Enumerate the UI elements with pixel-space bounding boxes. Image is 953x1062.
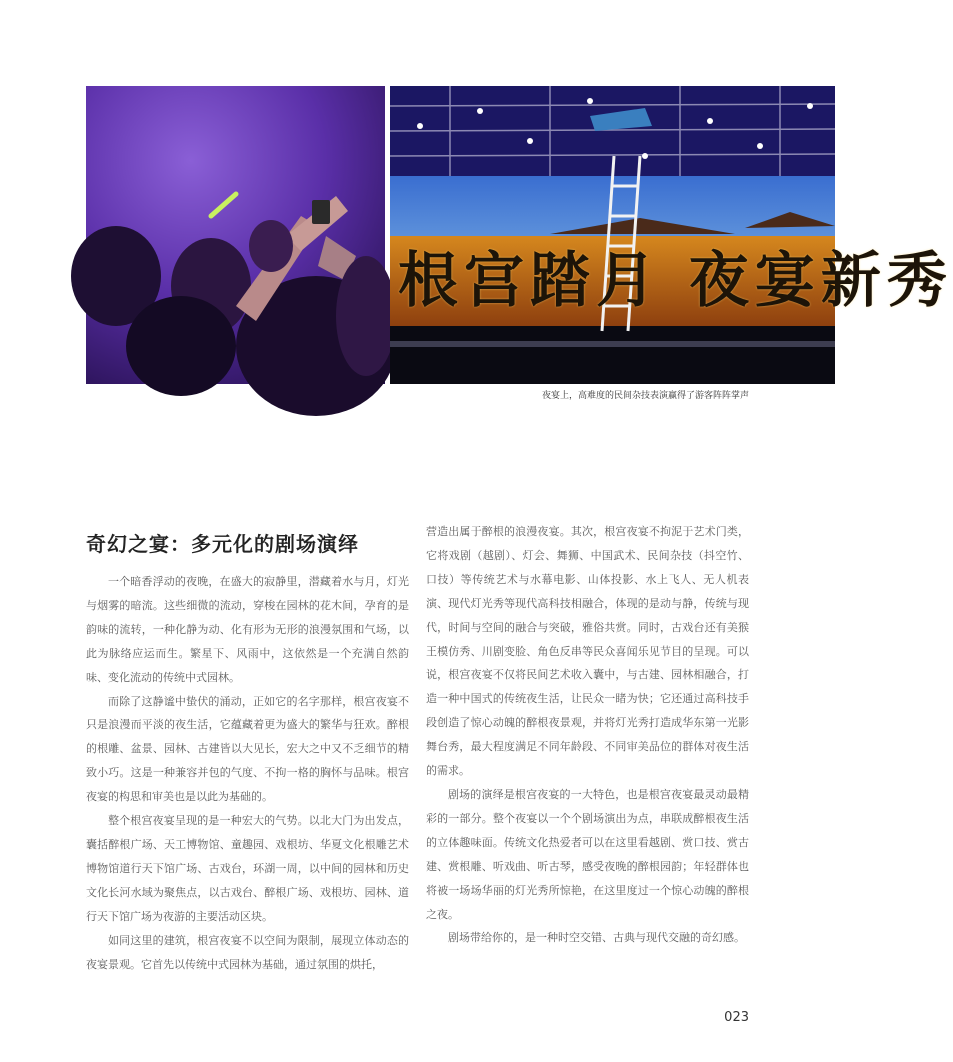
- stage-screen-text: 根宫踏月 夜宴新秀: [398, 246, 953, 316]
- page-number: 023: [724, 1010, 749, 1025]
- stage-acrobatics-photo: [390, 86, 953, 384]
- paragraph: 整个根宫夜宴呈现的是一种宏大的气势。以北大门为出发点，囊括醉根广场、天工博物馆、童趣园、戏根坊、华夏文化根雕艺术博物馆道行天下馆广场、古戏台，环湖一周，以中间的园林和历史文化长河水域为聚焦点，以古戏台、醉根广场、戏根坊、园林、道行天下馆广场为夜游的主要活动区块。: [86, 814, 409, 923]
- paragraph: 而除了这静谧中蛰伏的涌动，正如它的名字那样，根宫夜宴不只是浪漫而平淡的夜生活，它蕴藏着更为盛大的繁华与狂欢。醉根的根雕、盆景、园林、古建皆以大见长，宏大之中又不乏细节的精致小巧。这是一种兼容并包的气度、不拘一格的胸怀与品味。根宫夜宴的构思和审美也是以此为基础的。: [86, 694, 409, 804]
- paragraph: 一个暗香浮动的夜晚，在盛大的寂静里，潜藏着水与月，灯光与烟雾的暗流。这些细微的流动，穿梭在园林的花木间，孕育的是韵味的流转，一种化静为动、化有形为无形的浪漫氛围和气场，以此为脉络应运而生。繁星下、风雨中，这依然是一个充满自然韵味、变化流动的传统中式园林。: [86, 575, 409, 684]
- photo-caption: 夜宴上，高难度的民间杂技表演赢得了游客阵阵掌声: [541, 391, 749, 401]
- paragraph: 剧场的演绎是根宫夜宴的一大特色，也是根宫夜宴最灵动最精彩的一部分。整个夜宴以一个个剧场演出为点，串联成醉根夜生活的立体趣味面。传统文化热爱者可以在这里看越剧、赏口技、赏古建、赏根雕、听戏曲、听古琴，感受夜晚的醉根园韵；年轻群体也将被一场场华丽的灯光秀所惊艳，在这里度过一个惊心动魄的醉根之夜。: [426, 787, 749, 921]
- paragraph: 如同这里的建筑，根宫夜宴不以空间为限制，展现立体动态的夜宴景观。它首先以传统中式园林为基础，通过氛围的烘托，: [86, 933, 409, 971]
- crowd-photo: [86, 86, 385, 384]
- paragraph: 营造出属于醉根的浪漫夜宴。其次，根宫夜宴不拘泥于艺术门类，它将戏剧（越剧）、灯会、舞狮、中国武术、民间杂技（抖空竹、口技）等传统艺术与水幕电影、山体投影、水上飞人、无人机表演、现代灯光秀等现代高科技相融合，体现的是动与静，传统与现代，时间与空间的融合与突破，雅俗共赏。同时，古戏台还有美猴王模仿秀、川剧变脸、角色反串等民众喜闻乐见节目的呈现。可以说，根宫夜宴不仅将民间艺术收入囊中，与古建、园林相融合，打造一种中国式的传统夜生活，让民众一睹为快；它还通过高科技手段创造了惊心动魄的醉根夜景观，并将灯光秀打造成华东第一光影舞台秀，最大程度满足不同年龄段、不同审美品位的群体对夜生活的需求。: [426, 525, 749, 778]
- article-column-left: [86, 520, 409, 976]
- article-column-right: [426, 520, 749, 950]
- paragraph: 剧场带给你的，是一种时空交错、古典与现代交融的奇幻感。: [448, 931, 745, 945]
- section-title: 奇幻之宴：多元化的剧场演绎: [86, 532, 359, 556]
